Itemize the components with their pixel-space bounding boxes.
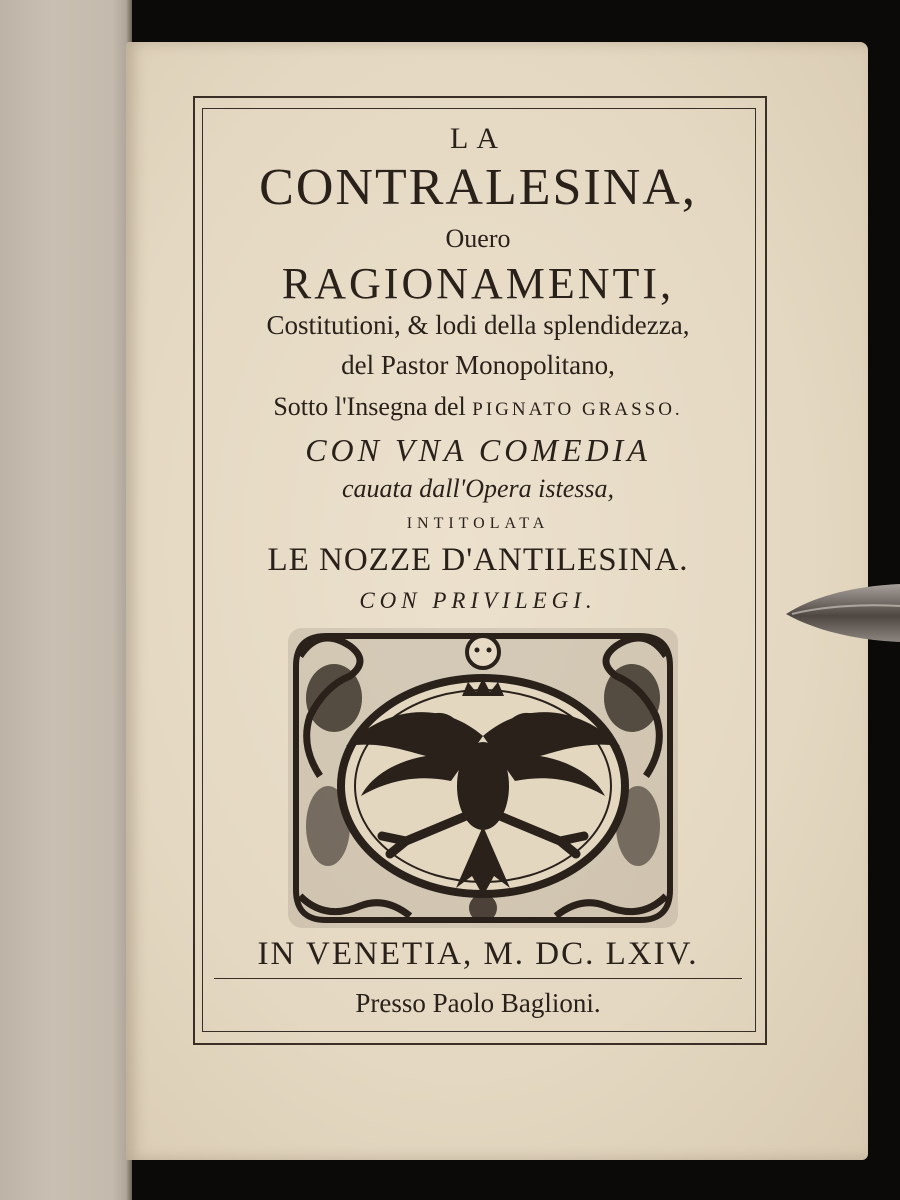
title-line-comedia: CON VNA COMEDIA: [305, 432, 651, 468]
title-line-cauata: cauata dall'Opera istessa,: [341, 474, 615, 503]
title-line-ragionamenti: RAGIONAMENTI,: [281, 259, 675, 308]
title-line-pastor: del Pastor Monopolitano,: [341, 350, 615, 380]
title-line-la: LA: [450, 122, 506, 155]
sotto-text: Sotto l'Insegna del: [273, 392, 466, 421]
left-endpaper: [0, 0, 132, 1200]
title-line-contralesina: CONTRALESINA,: [259, 159, 697, 216]
imprint-rule: [214, 978, 742, 979]
title-line-costitutioni: Costitutioni, & lodi della splendidezza,: [266, 310, 690, 340]
title-line-privilegi: CON PRIVILEGI.: [359, 588, 597, 613]
title-line-intitolata: INTITOLATA: [406, 515, 550, 532]
title-line-ouero: Ouero: [445, 224, 511, 253]
eagle-woodcut-icon: [286, 626, 680, 930]
pignato-grasso-text: PIGNATO GRASSO.: [472, 399, 683, 420]
title-line-nozze: LE NOZZE D'ANTILESINA.: [267, 542, 689, 578]
imprint-printer: Presso Paolo Baglioni.: [355, 988, 601, 1018]
metal-bookmark-icon: [784, 582, 900, 644]
imprint-place-date: IN VENETIA, M. DC. LXIV.: [257, 936, 699, 972]
title-line-sotto: [202, 392, 754, 422]
